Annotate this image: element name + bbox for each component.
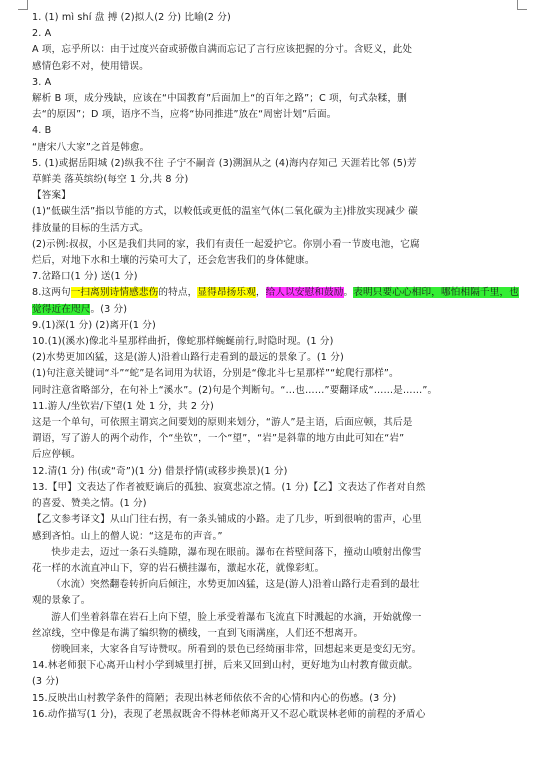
answer-line: （水流）突然翻卷转折向后倾注，水势更加凶猛，这是(游人)沿着山路行走看到的最壮 xyxy=(51,579,420,591)
text-run: 的特点， xyxy=(158,287,198,299)
crop-mark-right xyxy=(517,0,527,10)
crop-mark-left xyxy=(18,0,28,10)
highlight-magenta: 给人以安慰和鼓励 xyxy=(265,287,344,299)
answer-line: 【乙文参考译文】从山门往右拐，有一条头铺成的小路。走了几步，听到很响的雷声，心里 xyxy=(32,514,422,526)
answer-heading: 【答案】 xyxy=(32,190,71,202)
answer-line: 后应停顿。 xyxy=(32,449,81,461)
answer-line: (2)示例:叔叔，小区是我们共同的家，我们有责任一起爱护它。你别小看一节废电池，它腐 xyxy=(32,238,420,250)
highlight-green: 表明只要心心相 xyxy=(353,287,422,299)
text-run: 8.这两句 xyxy=(32,287,71,299)
answer-line: 1. (1) mì shí 盘 搏 (2)拟人(2 分) 比喻(2 分) xyxy=(32,12,231,23)
answer-line: 15.反映出山村教学条件的简陋；表现出林老师依依不舍的心情和内心的伤感。(3 分) xyxy=(32,692,397,704)
answer-line: 丝凉线，空中像是布满了编织物的横线，一直到飞雨满座，人们还不想离开。 xyxy=(32,627,364,639)
answer-line: 烂后，对地下水和土壤的污染可大了，还会危害我们的身体健康。 xyxy=(32,255,315,267)
answer-line: 感到吝怕。山上的僧人说：“这是布的声音。” xyxy=(32,530,223,542)
answer-line: 7.岔路口(1 分) 送(1 分) xyxy=(32,271,138,283)
answer-line: 这是一个单句，可依照主谓宾之间要划的原则来划分，“游人”是主语，后面应顿，其后是 xyxy=(32,417,413,429)
text-run: ， xyxy=(255,287,266,299)
answer-line: 9.(1)深(1 分) (2)离开(1 分) xyxy=(32,319,156,331)
answer-line: 谓语，写了游人的两个动作，个“坐钦”，一个“望”，“岩”是斜靠的地方由此可知在“岩” xyxy=(32,433,405,445)
text-run: 。 xyxy=(343,287,354,299)
answer-line: 快步走去，迈过一条石头缝隙，瀑布现在眼前。瀑布在苔壁间落下，撞动山喷射出像雪 xyxy=(51,546,422,558)
answer-line: 花一样的水流直冲山下，穿的岩石横挂瀑布，激起水花，就像彩虹。 xyxy=(32,562,325,574)
answer-line: 11.游人/坐钦岩/下望(1 处 1 分，共 2 分) xyxy=(32,400,214,412)
answer-line: 16.动作描写(1 分)，表现了老黑叔既舍不得林老师离开又不忍心耽误林老师的前程的矛盾心 xyxy=(32,708,426,720)
answer-line: “唐宋八大家”之首是韩愈。 xyxy=(32,141,150,153)
answer-line: 感情色彩不对，使用错误。 xyxy=(32,60,149,72)
answer-line: 5. (1)或据岳阳城 (2)纵我不往 子宁不嗣音 (3)溯洄从之 (4)海内存知己 天涯若比邻 (5)芳 xyxy=(32,157,417,169)
answer-line: 10.(1)(溪水)像北斗星那样曲折，像蛇那样蜿蜒前行,时隐时现。(1 分) xyxy=(32,336,334,348)
answer-line: 排放量的目标的生活方式。 xyxy=(32,222,149,234)
answer-line: 12.清(1 分) 伟(或“奇”)(1 分) 借景抒情(或移步换景)(1 分) xyxy=(32,465,288,477)
answer-line: 4. B xyxy=(32,125,52,137)
text-run: 。(3 分) xyxy=(90,303,128,315)
answer-line: 同时注意省略部分，在句补上“溪水”。(2)句是个判断句。“…也……”要翻译成“……是……”。 xyxy=(32,384,438,396)
highlight-yellow: 一扫离别诗情感悲伤 xyxy=(70,287,159,299)
answer-line: 14.林老师狠下心离开山村小学到城里打拼，后来又回到山村，更好地为山村教育做贡献。 xyxy=(32,660,418,672)
answer-line: 13.【甲】文表达了作者被贬谪后的孤独、寂寞悲凉之情。(1 分)【乙】文表达了作者对自然 xyxy=(32,481,426,493)
answer-line: A 项，忘乎所以：由于过度兴奋或骄傲自满而忘记了言行应该把握的分寸。含贬义，此处 xyxy=(32,44,413,56)
answer-line: 游人们坐着斜靠在岩石上向下望，脸上承受着瀑布飞流直下时溅起的水滴，开始就像一 xyxy=(51,611,422,623)
answer-line: (1)句注意关键词“斗”“蛇”是名词用为状语，分别是“像北斗七星那样”“蛇爬行那样”。 xyxy=(32,368,399,380)
answer-line: 2. A xyxy=(32,28,52,40)
answer-line-highlighted xyxy=(32,285,528,317)
answer-line: 的喜爱、赞美之情。(1 分) xyxy=(32,498,147,510)
answer-line: 傍晚回来，大家各自写诗赞叹。所看到的景色已经绮丽非常，回想起来更是变幻无穷。 xyxy=(51,643,422,655)
answer-line: 3. A xyxy=(32,76,52,88)
answer-line: 观的景象了。 xyxy=(32,595,91,607)
answer-line: 去“的原因”；D 项，语序不当，应将“协同推进”放在“周密计划”后面。 xyxy=(32,109,337,121)
answer-line: 解析 B 项，成分残缺，应该在“中国教育”后面加上“的百年之路”；C 项，句式杂糅，删 xyxy=(32,93,407,105)
answer-line: 草鲜美 落英缤纷(每空 1 分,共 8 分) xyxy=(32,174,189,186)
highlight-yellow: 显得昂扬乐观 xyxy=(197,287,256,299)
answer-content xyxy=(32,10,528,723)
highlight-green: 印，哪怕相隔千里，也觉得近在咫尺 xyxy=(32,287,519,315)
answer-line: (2)水势更加凶猛，这是(游人)沿着山路行走看到的最远的景象了。(1 分) xyxy=(32,352,344,364)
answer-line: (3 分) xyxy=(32,676,59,688)
answer-line: (1)“低碳生活”指以节能的方式，以較低或更低的温室气体(二氧化碳为主)排放实现减少 碳 xyxy=(32,206,419,218)
